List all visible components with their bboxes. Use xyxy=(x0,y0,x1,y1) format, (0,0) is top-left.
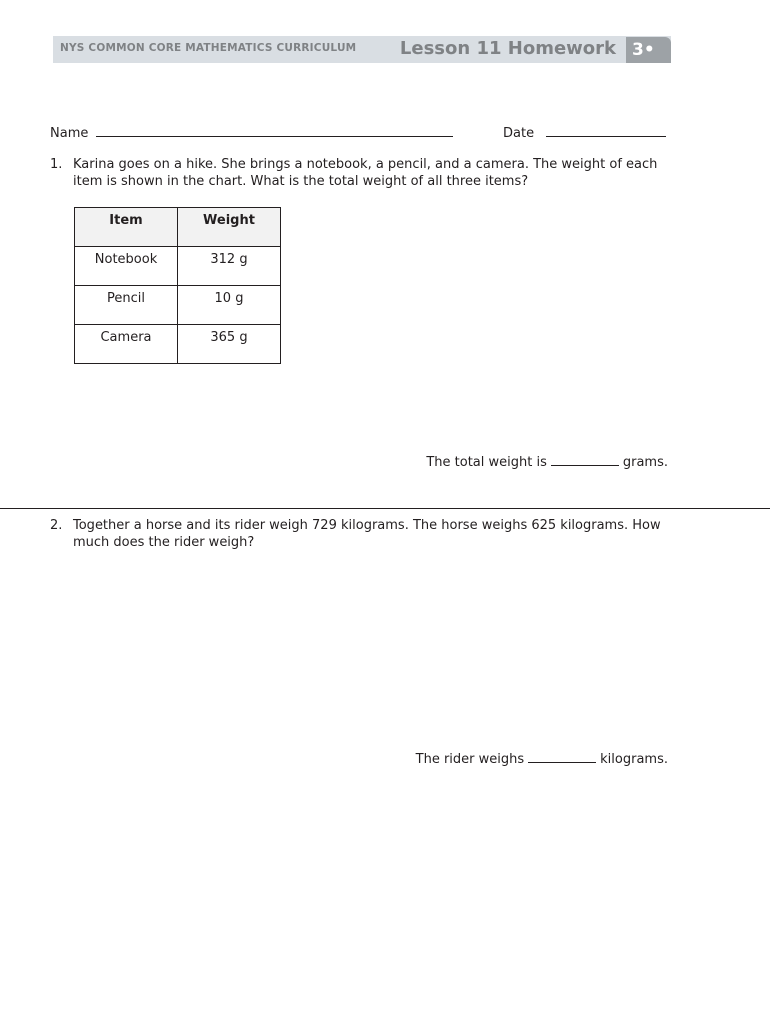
date-blank-line[interactable] xyxy=(546,124,666,137)
table-row xyxy=(75,286,281,325)
table-cell: Notebook xyxy=(75,247,178,286)
problem-number: 1. xyxy=(50,157,63,172)
grade-badge: 3• xyxy=(626,37,671,63)
name-blank-line[interactable] xyxy=(96,124,453,137)
answer-line-1 xyxy=(426,453,668,470)
table-cell: Pencil xyxy=(75,286,178,325)
table-cell: 312 g xyxy=(178,247,281,286)
date-label: Date xyxy=(503,126,535,141)
section-divider xyxy=(0,508,770,509)
table-cell: 10 g xyxy=(178,286,281,325)
lesson-title: Lesson 11 Homework xyxy=(399,38,616,59)
answer-prefix: The total weight is xyxy=(426,455,547,470)
answer-blank[interactable] xyxy=(528,750,596,763)
answer-line-2 xyxy=(416,750,668,767)
table-row xyxy=(75,247,281,286)
weights-table xyxy=(74,207,281,364)
answer-prefix: The rider weighs xyxy=(415,752,525,767)
table-header-cell: Weight xyxy=(178,208,281,247)
answer-unit: kilograms. xyxy=(600,752,668,767)
name-field[interactable] xyxy=(50,124,453,141)
table-cell: Camera xyxy=(75,325,178,364)
answer-blank[interactable] xyxy=(551,453,619,466)
curriculum-title: NYS COMMON CORE MATHEMATICS CURRICULUM xyxy=(60,42,357,54)
answer-unit: grams. xyxy=(622,455,668,470)
table-header-row xyxy=(75,208,281,247)
problem-2 xyxy=(50,517,675,551)
problem-number: 2. xyxy=(50,518,63,533)
problem-1 xyxy=(50,156,675,190)
problem-text: Karina goes on a hike. She brings a notebook, a pencil, and a camera. The weight of each item is shown in the chart. What is the total weight of all three items? xyxy=(73,157,658,189)
problem-text: Together a horse and its rider weigh 729 kilograms. The horse weighs 625 kilograms. How much does the rider weigh? xyxy=(73,518,661,550)
table-row xyxy=(75,325,281,364)
table-header-cell: Item xyxy=(75,208,178,247)
date-field[interactable] xyxy=(503,124,666,141)
table-cell: 365 g xyxy=(178,325,281,364)
name-label: Name xyxy=(50,126,89,141)
